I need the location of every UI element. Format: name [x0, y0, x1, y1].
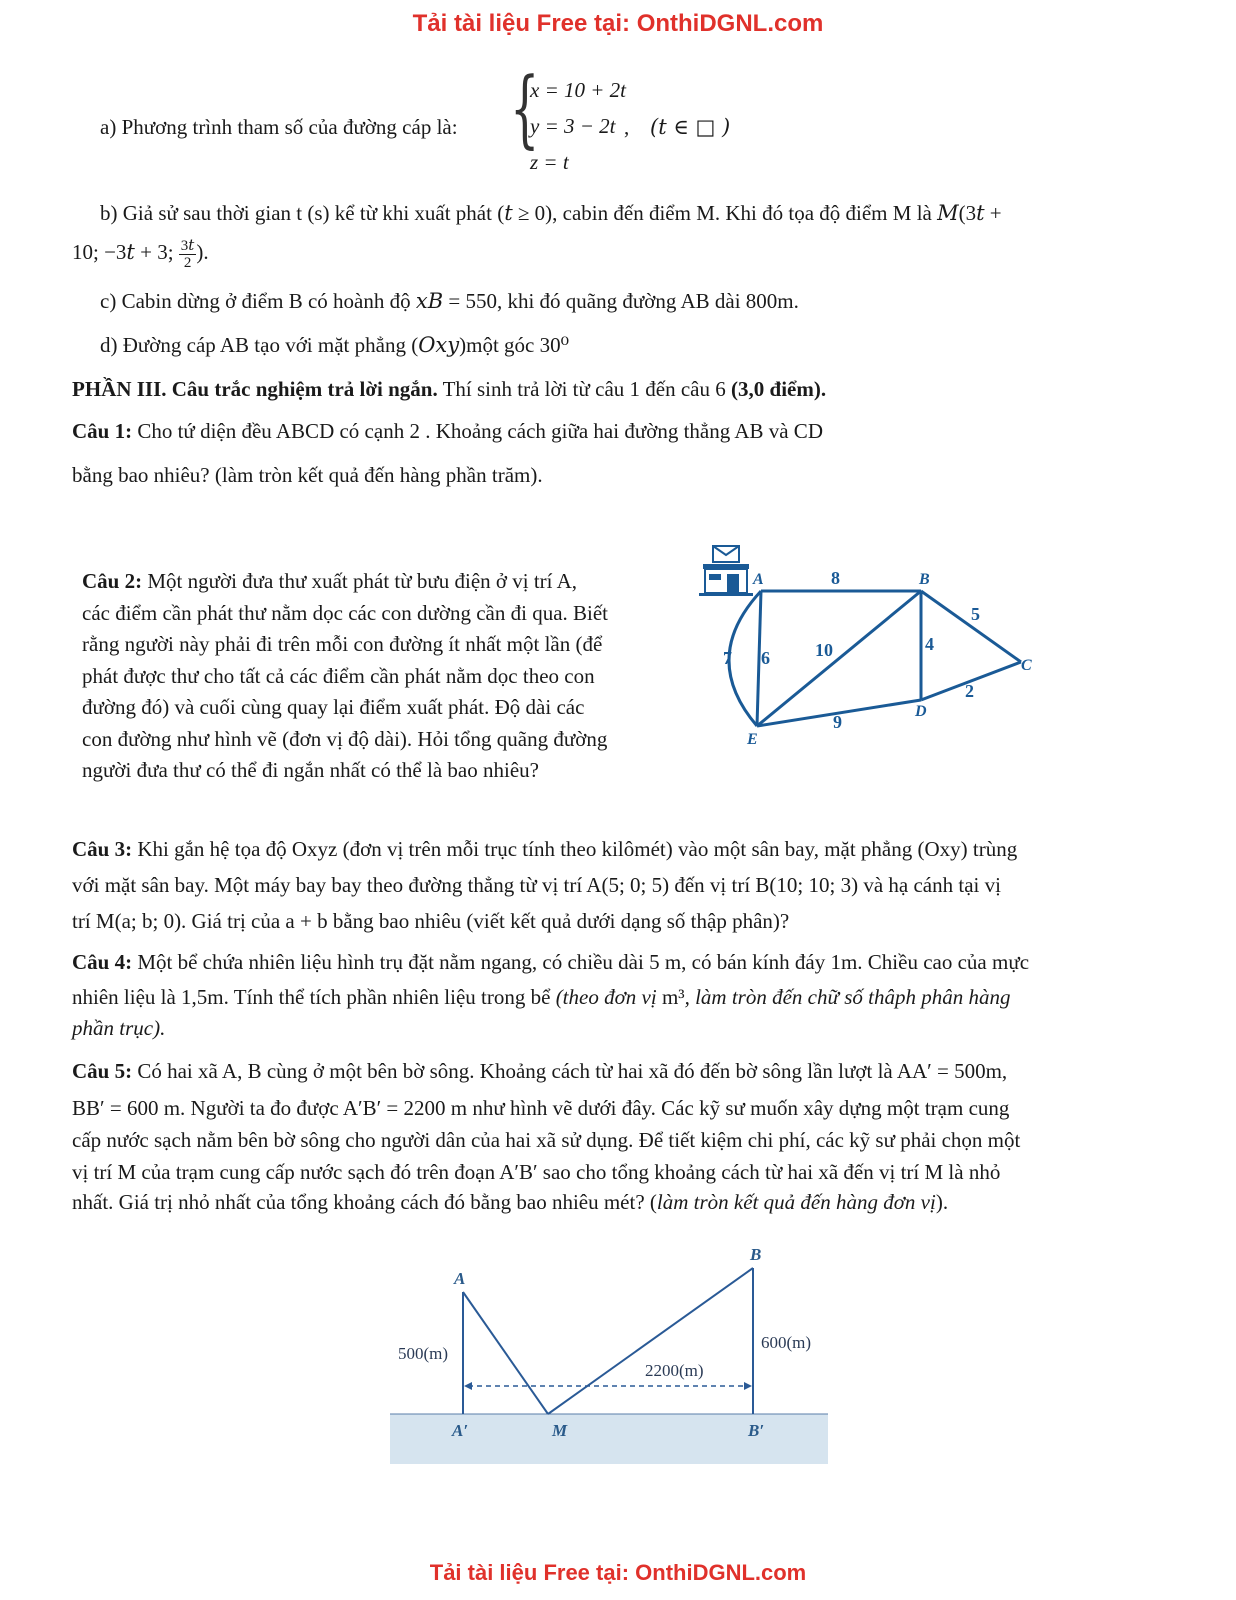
item-b-end: ). — [196, 240, 209, 264]
part3-title — [72, 374, 826, 405]
weight-be: 10 — [815, 640, 833, 660]
question-4-line3: phần trục). — [72, 1016, 166, 1040]
question-5-line4: vị trí M của trạm cung cấp nước sạch đó trên đoạn A′B′ sao cho tổng khoảng cách từ hai xã đến vị trí M là nhỏ — [72, 1160, 1001, 1184]
length-label-aa: 500(m) — [398, 1344, 449, 1363]
question-4-line1 — [72, 947, 1029, 978]
question-4-text: Một bể chứa nhiên liệu hình trụ đặt nằm ngang, có chiều dài 5 m, có bán kính đáy 1m. Chiều cao của mực — [132, 950, 1030, 974]
equation-z: z = t — [530, 150, 569, 174]
question-2-line: Một người đưa thư xuất phát từ bưu điện ở vị trí A, — [142, 569, 578, 593]
item-a-prefix: a) Phương trình tham số của đường cáp là: — [100, 115, 458, 139]
question-3-line2: với mặt sân bay. Một máy bay bay theo đường thẳng từ vị trí A(5; 0; 5) đến vị trí B(10; 10; 3) và hạ cánh tại vị — [72, 873, 1001, 897]
node-label-c: C — [1021, 657, 1032, 674]
question-2-line: người đưa thư có thể đi ngắn nhất có thể là bao nhiêu? — [82, 758, 539, 782]
part3-heading: PHẦN III. Câu trắc nghiệm trả lời ngắn. — [72, 377, 438, 401]
weight-bc: 5 — [971, 604, 980, 624]
question-1-text: Cho tứ diện đều ABCD có cạnh 2 . Khoảng cách giữa hai đường thẳng AB và CD — [132, 419, 823, 443]
question-2-text — [82, 566, 692, 787]
question-2-line: đường đó) và cuối cùng quay lại điểm xuất phát. Độ dài các — [82, 695, 585, 719]
question-5-line5-end: ). — [935, 1190, 949, 1214]
footer-watermark: Tải tài liệu Free tại: OnthiDGNL.com — [429, 1560, 807, 1585]
question-2-line: rằng người này phải đi trên mỗi con đường ít nhất một lần (để — [82, 632, 603, 656]
question-1-line2: bằng bao nhiêu? (làm tròn kết quả đến hàng phần trăm). — [72, 463, 543, 487]
question-4-unit: m³ — [661, 985, 685, 1009]
system-brace: { — [510, 59, 540, 157]
question-5-line5 — [72, 1187, 948, 1218]
question-2-line: các điểm cần phát thư nằm dọc các con dường cần đi qua. Biết — [82, 600, 609, 625]
weight-bd: 4 — [925, 634, 934, 654]
node-label-e: E — [747, 731, 758, 748]
question-5-line1 — [72, 1056, 1007, 1087]
weight-ae-straight: 6 — [761, 648, 770, 668]
question-4-unit-note-b: , làm tròn đến chữ số thâph phân hàng — [684, 985, 1011, 1009]
question-2-label: Câu 2: — [82, 569, 143, 593]
question-3-line3: trí M(a; b; 0). Giá trị của a + b bằng bao nhiêu (viết kết quả dưới dạng số thập phân)? — [72, 909, 790, 933]
node-label-b: B — [919, 571, 930, 588]
question-1-line1 — [72, 416, 823, 447]
header-watermark: Tải tài liệu Free tại: OnthiDGNL.com — [412, 10, 824, 37]
weight-ab: 8 — [831, 568, 840, 588]
part3-instruction: Thí sinh trả lời từ câu 1 đến câu 6 — [437, 377, 732, 401]
weight-de: 9 — [833, 712, 842, 732]
item-d: d) Đường cáp AB tạo với mặt phẳng (𝑂𝑥𝑦)một góc 30⁰ — [100, 333, 570, 357]
system-separator: , — [624, 115, 630, 139]
question-5-text: Có hai xã A, B cùng ở một bên bờ sông. Khoảng cách từ hai xã đó đến bờ sông lần lượt là AA′ = 500m, — [132, 1059, 1008, 1083]
point-label-a: A — [454, 1269, 466, 1288]
fraction-top: 3𝑡 — [180, 237, 195, 254]
item-b-line2 — [72, 237, 209, 271]
question-4-line2-plain: nhiên liệu là 1,5m. Tính thể tích phần nhiên liệu trong bể — [72, 985, 556, 1009]
point-label-b-prime: B′ — [748, 1421, 765, 1440]
edge-be — [757, 591, 921, 726]
point-label-a-prime: A′ — [452, 1421, 469, 1440]
parameter-domain: (t ∈ □ ) — [650, 115, 731, 139]
node-label-d: D — [915, 703, 927, 720]
question-5-label: Câu 5: — [72, 1059, 133, 1083]
equation-x: x = 10 + 2t — [530, 78, 626, 102]
item-b-line1: b) Giả sử sau thời gian t (s) kể từ khi xuất phát (𝑡 ≥ 0), cabin đến điểm M. Khi đó tọa độ điểm M là 𝑀(3𝑡 + — [100, 201, 1002, 225]
length-label-apbp: 2200(m) — [645, 1361, 704, 1380]
question-3-text: Khi gắn hệ tọa độ Oxyz (đơn vị trên mỗi trục tính theo kilômét) vào một sân bay, mặt phẳng (Oxy) trùng — [132, 837, 1018, 861]
node-label-a: A — [753, 571, 764, 588]
item-b-coords: 10; −3𝑡 + 3; — [72, 240, 174, 264]
equation-y: y = 3 − 2t — [530, 114, 616, 138]
fraction-bottom: 2 — [183, 254, 192, 271]
question-4-unit-note-a: (theo đơn vị — [555, 985, 662, 1009]
question-3-line1 — [72, 834, 1017, 865]
fraction-3t-over-2 — [179, 238, 197, 271]
question-5-line3: cấp nước sạch nằm bên bờ sông cho người dân của hai xã sử dụng. Để tiết kiệm chi phí, các kỹ sư phải chọn một — [72, 1128, 1021, 1152]
question-3-label: Câu 3: — [72, 837, 133, 861]
point-label-m: M — [552, 1421, 568, 1440]
weight-ae-curve: 7 — [723, 648, 732, 668]
length-label-bb: 600(m) — [761, 1333, 812, 1352]
edge-bc — [921, 591, 1021, 662]
question-2-line: con đường như hình vẽ (đơn vị độ dài). Hỏi tổng quãng đường — [82, 726, 608, 751]
point-label-b: B — [750, 1245, 762, 1264]
question-5-line2: BB′ = 600 m. Người ta đo được A′B′ = 2200 m như hình vẽ dưới đây. Các kỹ sư muốn xây dựng một trạm cung — [72, 1096, 1010, 1120]
question-2-line: phát được thư cho tất cả các điểm cần phát nằm dọc theo con — [82, 663, 595, 688]
post-office-icon — [699, 546, 753, 596]
river-figure — [388, 1234, 830, 1466]
question-5-rounding-note: làm tròn kết quả đến hàng đơn vị — [656, 1190, 936, 1214]
part3-points: (3,0 điểm). — [731, 377, 827, 401]
question-4-line2 — [72, 982, 1010, 1013]
weight-cd: 2 — [965, 681, 974, 701]
question-1-label: Câu 1: — [72, 419, 133, 443]
question-4-label: Câu 4: — [72, 950, 133, 974]
postman-graph — [695, 540, 1045, 755]
item-c: c) Cabin dừng ở điểm B có hoành độ 𝑥𝐵 = 550, khi đó quãng đường AB dài 800m. — [100, 289, 799, 313]
question-5-line5-plain: nhất. Giá trị nhỏ nhất của tổng khoảng cách đó bằng bao nhiêu mét? ( — [72, 1190, 657, 1214]
